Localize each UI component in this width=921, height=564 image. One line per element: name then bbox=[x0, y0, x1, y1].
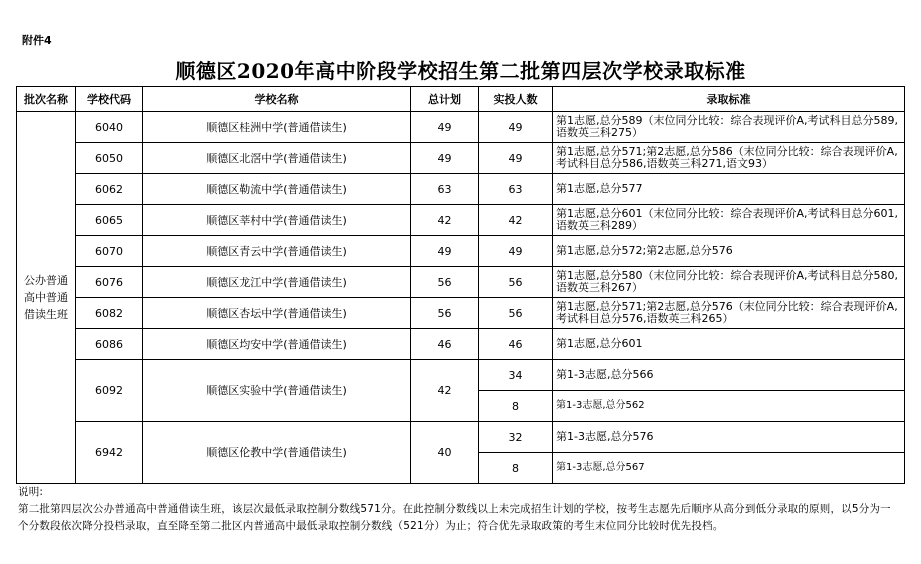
plan-count: 46 bbox=[411, 329, 479, 360]
plan-count: 42 bbox=[411, 360, 479, 422]
actual-count: 8 bbox=[479, 453, 553, 484]
header-code: 学校代码 bbox=[76, 87, 143, 112]
school-code: 6076 bbox=[76, 267, 143, 298]
batch-cell: 公办普通高中普通借读生班 bbox=[17, 112, 76, 484]
admission-standard: 第1志愿,总分580（末位同分比较：综合表现评价A,考试科目总分580,语数英三科267） bbox=[553, 267, 905, 298]
school-name: 顺德区莘村中学(普通借读生) bbox=[143, 205, 411, 236]
school-code: 6082 bbox=[76, 298, 143, 329]
school-code: 6092 bbox=[76, 360, 143, 422]
note-section bbox=[18, 484, 898, 535]
admission-standard: 第1-3志愿,总分567 bbox=[553, 453, 905, 484]
actual-count: 49 bbox=[479, 143, 553, 174]
school-name: 顺德区桂洲中学(普通借读生) bbox=[143, 112, 411, 143]
plan-count: 63 bbox=[411, 174, 479, 205]
admission-standard: 第1志愿,总分577 bbox=[553, 174, 905, 205]
school-name: 顺德区杏坛中学(普通借读生) bbox=[143, 298, 411, 329]
plan-count: 49 bbox=[411, 143, 479, 174]
admission-standard: 第1志愿,总分572;第2志愿,总分576 bbox=[553, 236, 905, 267]
school-name: 顺德区北滘中学(普通借读生) bbox=[143, 143, 411, 174]
actual-count: 34 bbox=[479, 360, 553, 391]
school-code: 6050 bbox=[76, 143, 143, 174]
note-text: 第二批第四层次公办普通高中普通借读生班，该层次最低录取控制分数线571分。在此控制分数线以上未完成招生计划的学校，按考生志愿先后顺序从高分到低分录取的原则，以5分为一个分数段依次降分投档录取，直至降至第二批区内普通高中最低录取控制分数线（521分）为止；符合优先录取政策的考生末位同分比较时优先投档。 bbox=[18, 503, 891, 532]
admission-standard: 第1志愿,总分601（末位同分比较：综合表现评价A,考试科目总分601,语数英三科289） bbox=[553, 205, 905, 236]
plan-count: 56 bbox=[411, 298, 479, 329]
header-actual: 实投人数 bbox=[479, 87, 553, 112]
school-code: 6070 bbox=[76, 236, 143, 267]
page-title: 顺德区2020年高中阶段学校招生第二批第四层次学校录取标准 bbox=[175, 59, 746, 83]
admission-standard: 第1-3志愿,总分562 bbox=[553, 391, 905, 422]
table-row bbox=[17, 298, 905, 329]
table-row bbox=[17, 360, 905, 391]
plan-count: 49 bbox=[411, 112, 479, 143]
table-row bbox=[17, 205, 905, 236]
header-batch: 批次名称 bbox=[17, 87, 76, 112]
table-row bbox=[17, 329, 905, 360]
actual-count: 56 bbox=[479, 298, 553, 329]
admission-standard: 第1-3志愿,总分566 bbox=[553, 360, 905, 391]
admission-standard: 第1志愿,总分571;第2志愿,总分576（末位同分比较：综合表现评价A,考试科目总分576,语数英三科265） bbox=[553, 298, 905, 329]
admission-standard: 第1-3志愿,总分576 bbox=[553, 422, 905, 453]
table-row bbox=[17, 112, 905, 143]
actual-count: 42 bbox=[479, 205, 553, 236]
table-row bbox=[17, 236, 905, 267]
table-row bbox=[17, 422, 905, 453]
table-row bbox=[17, 267, 905, 298]
plan-count: 56 bbox=[411, 267, 479, 298]
admission-standard: 第1志愿,总分589（末位同分比较：综合表现评价A,考试科目总分589,语数英三科275） bbox=[553, 112, 905, 143]
table-row bbox=[17, 174, 905, 205]
actual-count: 32 bbox=[479, 422, 553, 453]
actual-count: 56 bbox=[479, 267, 553, 298]
actual-count: 46 bbox=[479, 329, 553, 360]
school-name: 顺德区伦教中学(普通借读生) bbox=[143, 422, 411, 484]
plan-count: 42 bbox=[411, 205, 479, 236]
school-code: 6040 bbox=[76, 112, 143, 143]
actual-count: 49 bbox=[479, 236, 553, 267]
plan-count: 40 bbox=[411, 422, 479, 484]
school-code: 6065 bbox=[76, 205, 143, 236]
admission-standard: 第1志愿,总分571;第2志愿,总分586（末位同分比较：综合表现评价A,考试科目总分586,语数英三科271,语文93） bbox=[553, 143, 905, 174]
header-standard: 录取标准 bbox=[553, 87, 905, 112]
school-name: 顺德区龙江中学(普通借读生) bbox=[143, 267, 411, 298]
header-school: 学校名称 bbox=[143, 87, 411, 112]
school-code: 6062 bbox=[76, 174, 143, 205]
school-name: 顺德区实验中学(普通借读生) bbox=[143, 360, 411, 422]
note-label: 说明: bbox=[18, 486, 44, 498]
admission-standard: 第1志愿,总分601 bbox=[553, 329, 905, 360]
plan-count: 49 bbox=[411, 236, 479, 267]
attachment-label: 附件4 bbox=[22, 34, 52, 47]
table-header-row bbox=[17, 87, 905, 112]
school-name: 顺德区青云中学(普通借读生) bbox=[143, 236, 411, 267]
table-row bbox=[17, 143, 905, 174]
school-code: 6942 bbox=[76, 422, 143, 484]
actual-count: 8 bbox=[479, 391, 553, 422]
school-name: 顺德区均安中学(普通借读生) bbox=[143, 329, 411, 360]
header-plan: 总计划 bbox=[411, 87, 479, 112]
school-code: 6086 bbox=[76, 329, 143, 360]
actual-count: 49 bbox=[479, 112, 553, 143]
admission-table bbox=[16, 86, 905, 484]
school-name: 顺德区勒流中学(普通借读生) bbox=[143, 174, 411, 205]
actual-count: 63 bbox=[479, 174, 553, 205]
